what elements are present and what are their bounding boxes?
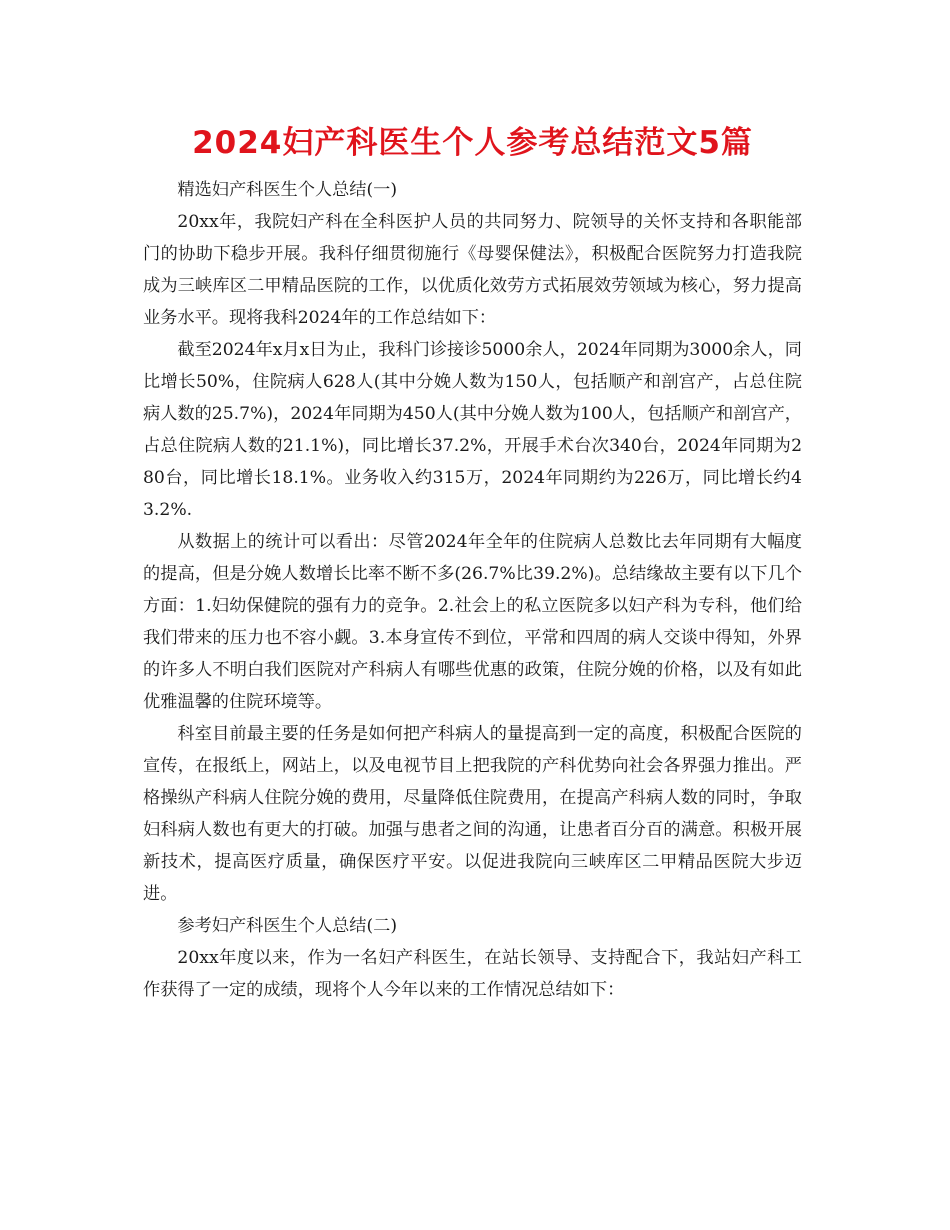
section-heading-2: 参考妇产科医生个人总结(二) (177, 916, 398, 936)
paragraph-tasks: 科室目前最主要的任务是如何把产科病人的量提高到一定的高度，积极配合医院的宣传，在报纸上，网站上，以及电视节目上把我院的产科优势向社会各界强力推出。严格操纵产科病人住院分娩的费用，尽量降低住院费用，在提高产科病人数的同时，争取妇科病人数也有更大的打破。加强与患者之间的沟通，让患者百分百的满意。积极开展新技术，提高医疗质量，确保医疗平安。以促进我院向三峡库区二甲精品医院大步迈进。 (143, 724, 802, 904)
paragraph-statistics: 截至2024年x月x日为止，我科门诊接诊5000余人，2024年同期为3000余人，同比增长50%，住院病人628人(其中分娩人数为150人，包括顺产和剖宫产，占总住院病人数的25.7%)，2024年同期为450人(其中分娩人数为100人，包括顺产和剖宫产，占总住院病人数的21.1%)，同比增长37.2%，开展手术台次340台，2024年同期为280台，同比增长18.1%。业务收入约315万，2024年同期约为226万，同比增长约43.2%. (143, 340, 802, 520)
document-title: 2024妇产科医生个人参考总结范文5篇 (192, 125, 753, 161)
paragraph-summary-2: 20xx年度以来，作为一名妇产科医生，在站长领导、支持配合下，我站妇产科工作获得了一定的成绩，现将个人今年以来的工作情况总结如下： (143, 948, 802, 1000)
section-heading-1: 精选妇产科医生个人总结(一) (177, 180, 398, 200)
paragraph-intro: 20xx年，我院妇产科在全科医护人员的共同努力、院领导的关怀支持和各职能部门的协助下稳步开展。我科仔细贯彻施行《母婴保健法》，积极配合医院努力打造我院成为三峡库区二甲精品医院的工作，以优质化效劳方式拓展效劳领域为核心，努力提高业务水平。现将我科2024年的工作总结如下： (143, 212, 802, 328)
paragraph-analysis: 从数据上的统计可以看出：尽管2024年全年的住院病人总数比去年同期有大幅度的提高，但是分娩人数增长比率不断不多(26.7%比39.2%)。总结缘故主要有以下几个方面：1.妇幼保健院的强有力的竞争。2.社会上的私立医院多以妇产科为专科，他们给我们带来的压力也不容小觑。3.本身宣传不到位，平常和四周的病人交谈中得知，外界的许多人不明白我们医院对产科病人有哪些优惠的政策，住院分娩的价格，以及有如此优雅温馨的住院环境等。 (143, 532, 802, 712)
